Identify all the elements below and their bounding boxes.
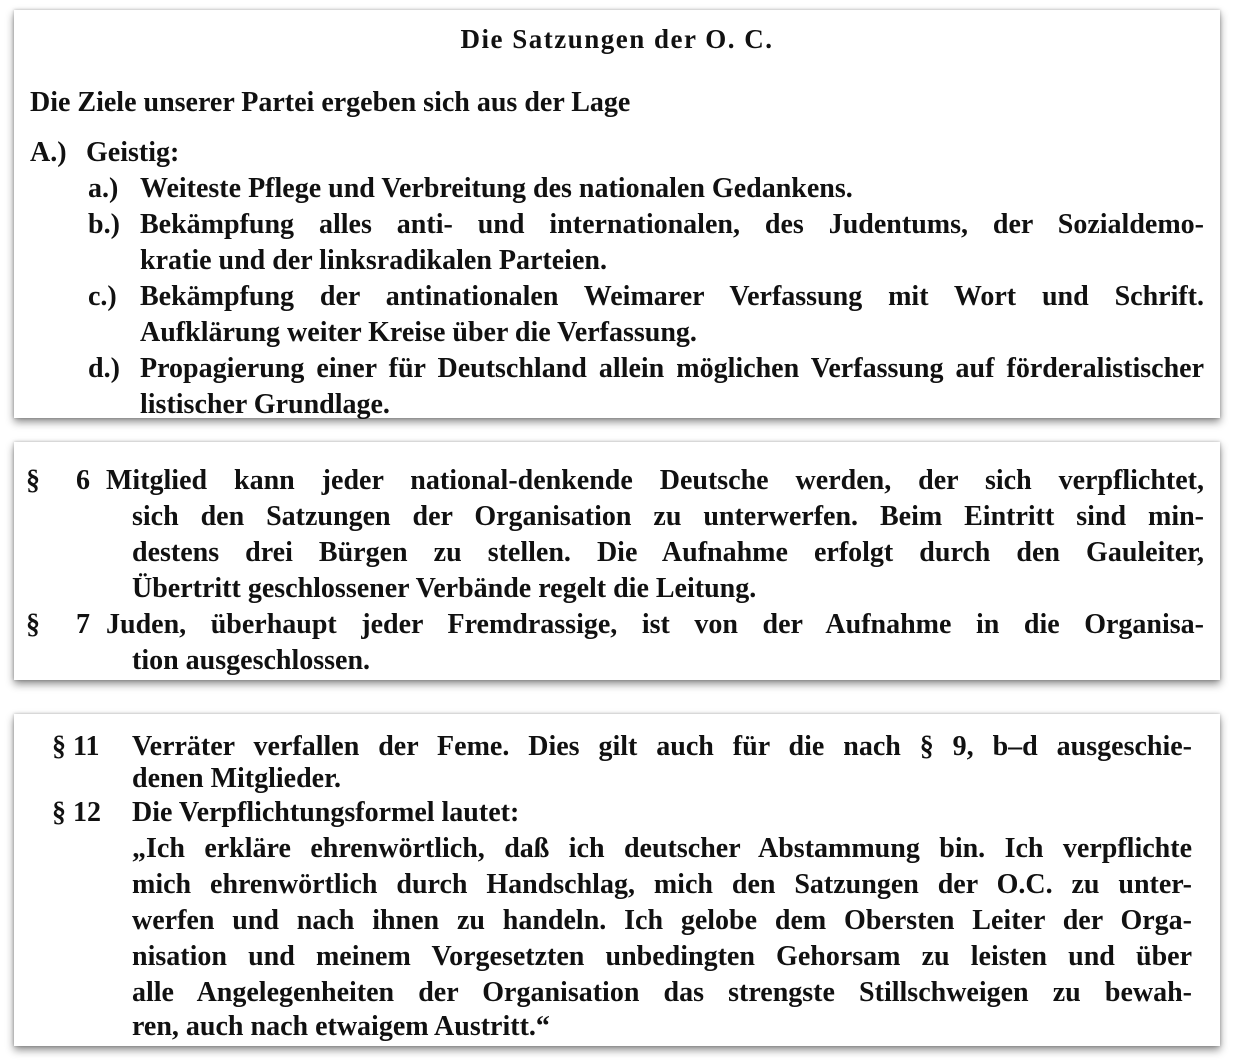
paragraph-6-line-4: Übertritt geschlossener Verbände regelt die Leitung.	[132, 573, 757, 604]
item-d-line-1: Propagierung einer für Deutschland allein möglichen Verfassung auf förderalistischer	[140, 353, 1204, 384]
item-a-line-1: Weiteste Pflege und Verbreitung des nationalen Gedankens.	[140, 173, 853, 204]
document-title: Die Satzungen der O. C.	[460, 24, 774, 54]
item-d-line-2: listischer Grundlage.	[140, 389, 390, 420]
item-b-line-1: Bekämpfung alles anti- und internationalen, des Judentums, der Sozialdemo-	[140, 209, 1204, 240]
excerpt-card-membership	[14, 442, 1220, 680]
paragraph-12-line-7: ren, auch nach etwaigem Austritt.“	[132, 1011, 550, 1042]
item-c-line-1: Bekämpfung der antinationalen Weimarer Verfassung mit Wort und Schrift.	[140, 281, 1204, 312]
paragraph-6-line-1: Mitglied kann jeder national-denkende Deutsche werden, der sich verpflichtet,	[106, 465, 1204, 496]
paragraph-label: § 11	[52, 731, 100, 762]
paragraph-12-line-2: „Ich erkläre ehrenwörtlich, daß ich deutscher Abstammung bin. Ich verpflichte	[132, 833, 1192, 864]
paragraph-6-line-2: sich den Satzungen der Organisation zu unterwerfen. Beim Eintritt sind min-	[132, 501, 1204, 532]
item-b-line-2: kratie und der linksradikalen Parteien.	[140, 245, 607, 276]
item-marker-d: d.)	[88, 353, 120, 384]
paragraph-12-line-1: Die Verpflichtungsformel lautet:	[132, 797, 520, 828]
paragraph-11-line-1: Verräter verfallen der Feme. Dies gilt auch für die nach § 9, b–d ausgeschie-	[132, 731, 1192, 762]
paragraph-label: § 12	[52, 797, 101, 828]
paragraph-12-line-6: alle Angelegenheiten der Organisation das strengste Stillschweigen zu bewah-	[132, 977, 1192, 1008]
paragraph-6-line-3: destens drei Bürgen zu stellen. Die Aufnahme erfolgt durch den Gauleiter,	[132, 537, 1204, 568]
intro-text: Die Ziele unserer Partei ergeben sich aus der Lage	[30, 87, 631, 118]
paragraph-sign: §	[26, 609, 40, 640]
paragraph-7-line-2: tion ausgeschlossen.	[132, 645, 371, 676]
paragraph-12-line-4: werfen und nach ihnen zu handeln. Ich gelobe dem Obersten Leiter der Orga-	[132, 905, 1192, 936]
item-marker-b: b.)	[88, 209, 120, 240]
paragraph-12-line-3: mich ehrenwörtlich durch Handschlag, mich den Satzungen der O.C. zu unter-	[132, 869, 1192, 900]
excerpt-card-goals	[14, 10, 1220, 418]
paragraph-sign: §	[26, 465, 40, 496]
paragraph-number: 7	[76, 609, 90, 640]
paragraph-number: 6	[76, 465, 90, 496]
paragraph-7-line-1: Juden, überhaupt jeder Fremdrassige, ist von der Aufnahme in die Organisa-	[106, 609, 1204, 640]
excerpt-card-oath	[14, 714, 1220, 1046]
paragraph-12-line-5: nisation und meinem Vorgesetzten unbedingten Gehorsam zu leisten und über	[132, 941, 1192, 972]
paragraph-11-line-2: denen Mitglieder.	[132, 763, 341, 794]
heading-marker: A.)	[30, 137, 67, 168]
item-marker-c: c.)	[88, 281, 117, 312]
heading-geistig: Geistig:	[86, 137, 180, 168]
item-marker-a: a.)	[88, 173, 119, 204]
item-c-line-2: Aufklärung weiter Kreise über die Verfassung.	[140, 317, 697, 348]
